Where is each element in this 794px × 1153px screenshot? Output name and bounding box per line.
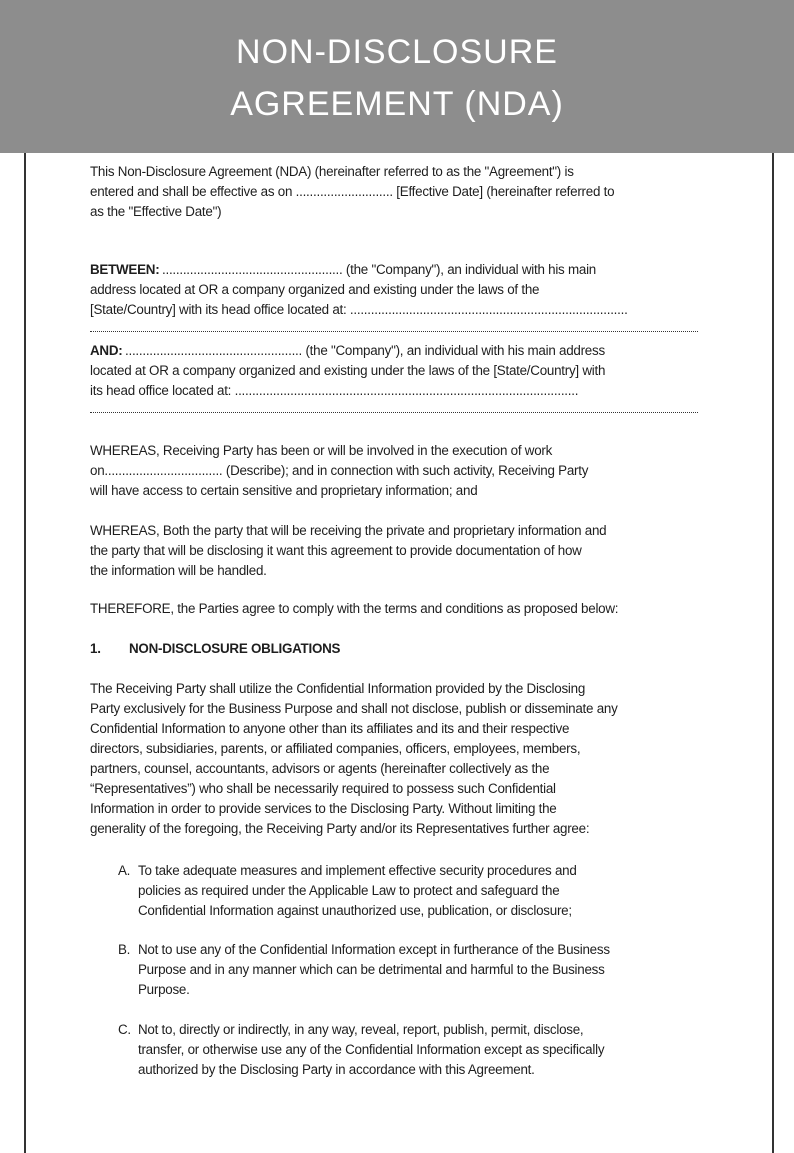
section-number: 1. bbox=[90, 641, 101, 656]
title-banner bbox=[0, 0, 794, 153]
section-body-line: directors, subsidiaries, parents, or affiliated companies, officers, employees, members, bbox=[90, 741, 581, 756]
intro-paragraph-line: entered and shall be effective as on ............................ [Effective Date] (hereinafter referred to bbox=[90, 184, 615, 199]
between-paragraph-line: .................................................... (the "Company"), an individual with his main bbox=[162, 262, 597, 277]
whereas-paragraph-line: WHEREAS, Both the party that will be receiving the private and proprietary information and bbox=[90, 523, 607, 538]
whereas-paragraph-line: on.................................. (Describe); and in connection with such activity, Receiving Party bbox=[90, 463, 589, 478]
list-item-line: Purpose. bbox=[138, 982, 190, 997]
list-item-line: Confidential Information against unauthorized use, publication, or disclosure; bbox=[138, 903, 572, 918]
and-paragraph-line: its head office located at: ................................................................................................... bbox=[90, 383, 579, 398]
list-item-line: transfer, or otherwise use any of the Confidential Information except as specifically bbox=[138, 1042, 605, 1057]
and-paragraph-line: located at OR a company organized and existing under the laws of the [State/Country] with bbox=[90, 363, 606, 378]
blank-fill-line bbox=[90, 331, 698, 332]
between-label: BETWEEN: bbox=[90, 262, 160, 277]
title-line-2: AGREEMENT (NDA) bbox=[230, 85, 564, 123]
whereas-paragraph-line: WHEREAS, Receiving Party has been or will be involved in the execution of work bbox=[90, 443, 553, 458]
list-item-marker: A. bbox=[118, 863, 131, 878]
intro-paragraph-line: as the "Effective Date") bbox=[90, 204, 222, 219]
list-item-line: policies as required under the Applicable Law to protect and safeguard the bbox=[138, 883, 560, 898]
list-item-line: Purpose and in any manner which can be detrimental and harmful to the Business bbox=[138, 962, 605, 977]
blank-fill-line bbox=[90, 412, 698, 413]
and-label: AND: bbox=[90, 343, 123, 358]
between-paragraph-line: [State/Country] with its head office located at: ................................................................................ bbox=[90, 302, 628, 317]
list-item-line: Not to use any of the Confidential Information except in furtherance of the Business bbox=[138, 942, 610, 957]
between-paragraph-line: address located at OR a company organized and existing under the laws of the bbox=[90, 282, 540, 297]
list-item-line: To take adequate measures and implement effective security procedures and bbox=[138, 863, 577, 878]
section-body-line: The Receiving Party shall utilize the Confidential Information provided by the Disclosing bbox=[90, 681, 586, 696]
section-heading: NON-DISCLOSURE OBLIGATIONS bbox=[129, 641, 341, 656]
whereas-paragraph-line: the party that will be disclosing it want this agreement to provide documentation of how bbox=[90, 543, 582, 558]
whereas-paragraph-line: the information will be handled. bbox=[90, 563, 267, 578]
list-item-line: authorized by the Disclosing Party in accordance with this Agreement. bbox=[138, 1062, 535, 1077]
section-body-line: partners, counsel, accountants, advisors or agents (hereinafter collectively as the bbox=[90, 761, 550, 776]
section-body-line: Confidential Information to anyone other than its affiliates and its and their respective bbox=[90, 721, 570, 736]
list-item-marker: B. bbox=[118, 942, 131, 957]
section-body-line: Information in order to provide services to the Disclosing Party. Without limiting the bbox=[90, 801, 557, 816]
whereas-paragraph-line: will have access to certain sensitive and proprietary information; and bbox=[90, 483, 478, 498]
section-body-line: “Representatives”) who shall be necessarily required to possess such Confidential bbox=[90, 781, 556, 796]
title-line-1: NON-DISCLOSURE bbox=[236, 33, 558, 71]
list-item-line: Not to, directly or indirectly, in any way, reveal, report, publish, permit, disclose, bbox=[138, 1022, 584, 1037]
therefore-paragraph-line: THEREFORE, the Parties agree to comply with the terms and conditions as proposed below: bbox=[90, 601, 619, 616]
intro-paragraph-line: This Non-Disclosure Agreement (NDA) (hereinafter referred to as the "Agreement") is bbox=[90, 164, 574, 179]
and-paragraph-line: ................................................... (the "Company"), an individual with his main address bbox=[125, 343, 605, 358]
list-item-marker: C. bbox=[118, 1022, 131, 1037]
section-body-line: Party exclusively for the Business Purpose and shall not disclose, publish or disseminate any bbox=[90, 701, 618, 716]
section-body-line: generality of the foregoing, the Receiving Party and/or its Representatives further agree: bbox=[90, 821, 590, 836]
